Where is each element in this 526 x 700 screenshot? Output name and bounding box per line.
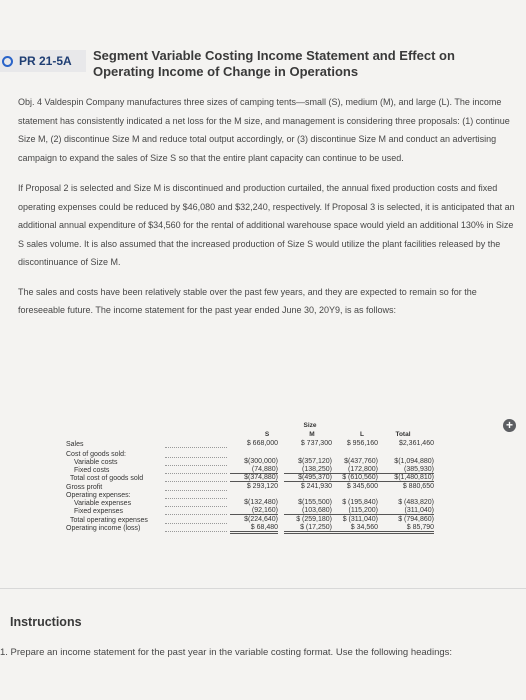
table-cell: $(224,640) — [244, 516, 278, 523]
row-label: Sales — [66, 441, 84, 448]
table-cell: $(495,370) — [284, 474, 332, 482]
leader-dots — [165, 506, 227, 507]
instructions-divider — [0, 588, 526, 617]
table-cell: $ 668,000 — [246, 440, 278, 447]
table-cell: $ 241,930 — [300, 483, 332, 490]
table-cell: $(1,480,810) — [378, 474, 434, 482]
row-label: Fixed expenses — [74, 508, 124, 515]
table-cell: (385,930) — [378, 466, 434, 474]
paragraph-3: The sales and costs have been relatively stable over the past few years, and they are expected to remain so for the foreseeable future. The income statement for the past year ended June 30, 20Y9, is as follows: — [18, 286, 477, 315]
column-header-s: S — [264, 431, 270, 438]
table-cell: (138,250) — [284, 466, 332, 474]
table-cell: $(132,480) — [244, 499, 278, 506]
problem-title: Segment Variable Costing Income Statement and Effect on Operating Income of Change in Operations — [93, 48, 455, 79]
leader-dots — [165, 457, 227, 458]
row-label: Operating expenses: — [66, 492, 131, 499]
table-cell: $(437,760) — [344, 458, 378, 465]
table-cell: $(300,000) — [244, 458, 278, 465]
problem-badge — [0, 50, 86, 72]
column-header-total: Total — [395, 431, 411, 438]
row-label: Variable costs — [74, 459, 118, 466]
table-cell: $ 880,650 — [402, 483, 434, 490]
table-cell: $(357,120) — [298, 458, 332, 465]
table-cell: $ (17,250) — [284, 524, 332, 534]
table-cell: $ (311,040) — [342, 516, 378, 523]
table-cell: $(374,880) — [230, 474, 278, 482]
leader-dots — [165, 447, 227, 448]
table-cell: $(155,500) — [298, 499, 332, 506]
paragraph-1: Obj. 4 Valdespin Company manufactures three sizes of camping tents—small (S), medium (M), and large (L). The income statement has consistently indicated a net loss for the M size, and management is considering three proposals: (1) continue Size M, (2) discontinue Size M and reduce total output accordingly, or (3) discontinue Size M and conduct an advertising campaign to expand the sales of Size S so that the entire plant capacity can continue to be used. — [18, 97, 510, 163]
table-cell: (311,040) — [378, 507, 434, 515]
table-cell: (74,880) — [230, 466, 278, 474]
leader-dots — [165, 523, 227, 524]
table-cell: $ 345,600 — [346, 483, 378, 490]
column-header-l: L — [360, 431, 364, 438]
table-cell: (92,160) — [230, 507, 278, 515]
table-cell: $ (610,560) — [330, 474, 378, 482]
paragraph-2: If Proposal 2 is selected and Size M is discontinued and production curtailed, the annual fixed production costs and fixed operating expenses could be reduced by $46,080 and $32,240, respectively. If Proposal 3 is selected, it is anticipated that an additional annual expenditure of $34,560 for the rental of additional warehouse space would yield an additional 130% in Size S sales volume. It is also assumed that the increased production of Size S would utilize the plant facilities released by the discontinuance of Size M. — [18, 183, 515, 267]
table-cell: $ 68,480 — [230, 524, 278, 534]
table-cell: $ (794,860) — [398, 516, 434, 523]
table-cell: $ (483,820) — [398, 499, 434, 506]
circle-icon — [2, 56, 13, 67]
expand-plus-icon[interactable]: + — [503, 419, 516, 432]
leader-dots — [165, 498, 227, 499]
table-cell: $ (259,180) — [296, 516, 332, 523]
size-header: Size — [303, 422, 317, 429]
table-cell: (115,200) — [330, 507, 378, 515]
problem-header — [0, 44, 526, 86]
table-cell: $ (195,840) — [342, 499, 378, 506]
table-cell: $(1,094,880) — [394, 458, 434, 465]
table-cell: $2,361,460 — [398, 440, 434, 447]
table-cell: $ 85,790 — [378, 524, 434, 534]
leader-dots — [165, 481, 227, 482]
leader-dots — [165, 531, 227, 532]
row-label: Fixed costs — [74, 467, 110, 474]
problem-code: PR 21-5A — [19, 54, 72, 68]
column-header-m: M — [309, 431, 315, 438]
problem-text — [18, 93, 516, 332]
instructions-text: 1. Prepare an income statement for the past year in the variable costing format. Use the following headings: — [0, 647, 453, 658]
table-cell: $ 293,120 — [246, 483, 278, 490]
row-label: Gross profit — [66, 484, 103, 491]
leader-dots — [165, 490, 227, 491]
income-statement-table — [0, 418, 526, 578]
table-cell: (103,680) — [284, 507, 332, 515]
instructions-title: Instructions — [10, 615, 82, 629]
table-cell: $ 956,160 — [346, 440, 378, 447]
table-cell: $ 737,300 — [300, 440, 332, 447]
table-cell: $ 34,560 — [330, 524, 378, 534]
leader-dots — [165, 465, 227, 466]
table-cell: (172,800) — [330, 466, 378, 474]
row-label: Total operating expenses — [70, 517, 148, 524]
row-label: Cost of goods sold: — [66, 451, 126, 458]
row-label: Operating income (loss) — [66, 525, 141, 532]
leader-dots — [165, 514, 227, 515]
leader-dots — [165, 473, 227, 474]
row-label: Total cost of goods sold — [70, 475, 144, 482]
row-label: Variable expenses — [74, 500, 132, 507]
